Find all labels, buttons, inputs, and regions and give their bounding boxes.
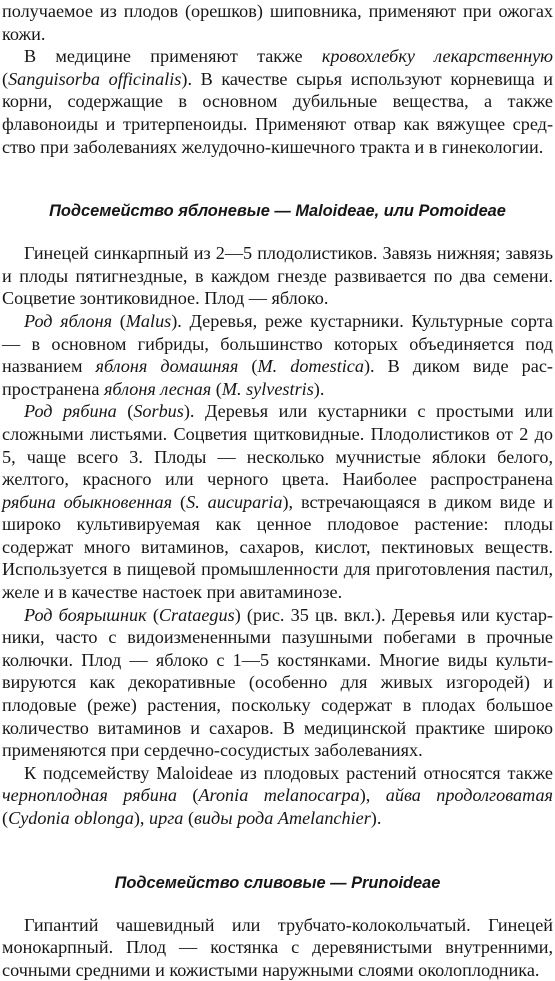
text-run: получаемое из плодов (орешков) шиповника, применяют при ожогах кожи. [2, 1, 553, 44]
text-run: ). В диком виде распространена [2, 356, 553, 399]
italic-term: Cydonia oblonga [8, 808, 134, 828]
paragraph [2, 242, 553, 310]
text-run: ( [176, 785, 199, 806]
text-run: К подсемейству Maloideae из плодовых растений относятся также [24, 762, 553, 783]
text-run: ( [2, 808, 9, 828]
text-run: ). Деревья или кустарники с простыми или сложными листьями. Соцветия щитковидные. Плодолистиков от 2 до 5, чаще всего 3. Плоды — несколько мучнистые яблоки белого, желтого, красного или черного цвета. Наиболее распространена [2, 401, 553, 490]
text-run: ( [146, 604, 159, 625]
paragraph [2, 45, 553, 158]
italic-term: Род рябина [24, 401, 117, 422]
text-run: ). Деревья, реже кустарники. Культурные сорта — в основном гибриды, большинство которых объединяется под названием [2, 310, 553, 377]
paragraph [2, 914, 553, 981]
italic-term: Sorbus [133, 401, 184, 422]
text-run: ( [112, 310, 126, 331]
italic-term: Sanguisorba officinalis [8, 68, 182, 89]
text-run: ( [211, 378, 222, 399]
text-run: ). В качестве сырья используют корневища и корни, содержащие в основном дубильные вещества, а также флавоноиды и тритерпеноиды. Применяют отвар как вяжущее средство при заболеваниях желудочно-кишечного тракта и в гинекологии. [2, 68, 553, 157]
text-run: ( [172, 491, 187, 512]
italic-term: Род яблоня [24, 310, 113, 331]
italic-term: виды рода Amelanchier [194, 808, 371, 828]
text-run: ), [359, 785, 386, 806]
text-run: ( [2, 68, 9, 89]
text-run: Гипантий чашевидный или трубчато-колокольчатый. Гинецей монокарпный. Плод — костянка с деревянистыми внутренними, сочными средними и кожистыми наружными слоями околоплодника. [2, 914, 553, 980]
text-run: ), встречающаяся в диком виде и широко культивируемая как ценное плодовое растение: плоды содержат много витаминов, сахаров, кислот, пектиновых веществ. Используется в пищевой промышленности для приготовления пастил, желе и в качестве настоек при авитаминозе. [2, 491, 553, 603]
text-run: ). [313, 378, 325, 399]
italic-term: M. domestica [257, 356, 364, 377]
text-run: ( [183, 808, 195, 828]
text-run: Гинецей синкарпный из 2—5 плодолистиков. Завязь нижняя; завязь и плоды пятигнездные, в каждом гнезде развивается по два семени. Соцветие зонтиковидное. Плод — яблоко. [2, 243, 553, 309]
section-heading: Подсемейство сливовые — Prunoideae [114, 873, 441, 892]
text-run: ). [370, 808, 382, 828]
italic-term: Malus [125, 310, 172, 331]
text-run: В медицине применяют также [24, 46, 322, 67]
italic-term: рябина обыкновенная [2, 491, 173, 512]
text-run: ), [133, 808, 150, 828]
italic-term: черноплодная рябина [2, 785, 177, 806]
italic-term: ирга [149, 808, 184, 828]
book-page [2, 0, 553, 981]
italic-term: S. aucuparia [186, 491, 283, 512]
text-run: ( [116, 401, 134, 422]
italic-term: Род боярышник [24, 604, 147, 625]
italic-term: яблоня лесная [103, 378, 212, 399]
paragraph [2, 762, 553, 830]
paragraph [2, 400, 553, 603]
paragraph [2, 310, 553, 400]
italic-term: Crataegus [158, 604, 235, 625]
italic-term: Aronia melanocarpa [198, 785, 360, 806]
section-heading: Подсемейство яблоневые — Maloideae, или Pomoideae [49, 202, 506, 221]
italic-term: яблоня домашняя [95, 356, 239, 377]
paragraph [2, 0, 553, 45]
paragraph [2, 604, 553, 762]
italic-term: айва продолговатая [385, 785, 554, 806]
text-run: ) (рис. 35 цв. вкл.). Деревья или кустарники, часто с видоизмененными пазушными побегами в прочные колючки. Плод — яблоко с 1—5 костянками. Многие виды культивируются как декоративные (особенно для живых изгородей) и плодовые (реже) растения, поскольку содержат в плодах большое количество витаминов и сахаров. В медицинской практике широко применяются при сердечно-сосудистых заболеваниях. [2, 604, 553, 761]
text-run: ( [238, 356, 258, 377]
italic-term: кровохлебку лекарственную [321, 46, 553, 67]
italic-term: M. sylvestris [221, 378, 314, 399]
